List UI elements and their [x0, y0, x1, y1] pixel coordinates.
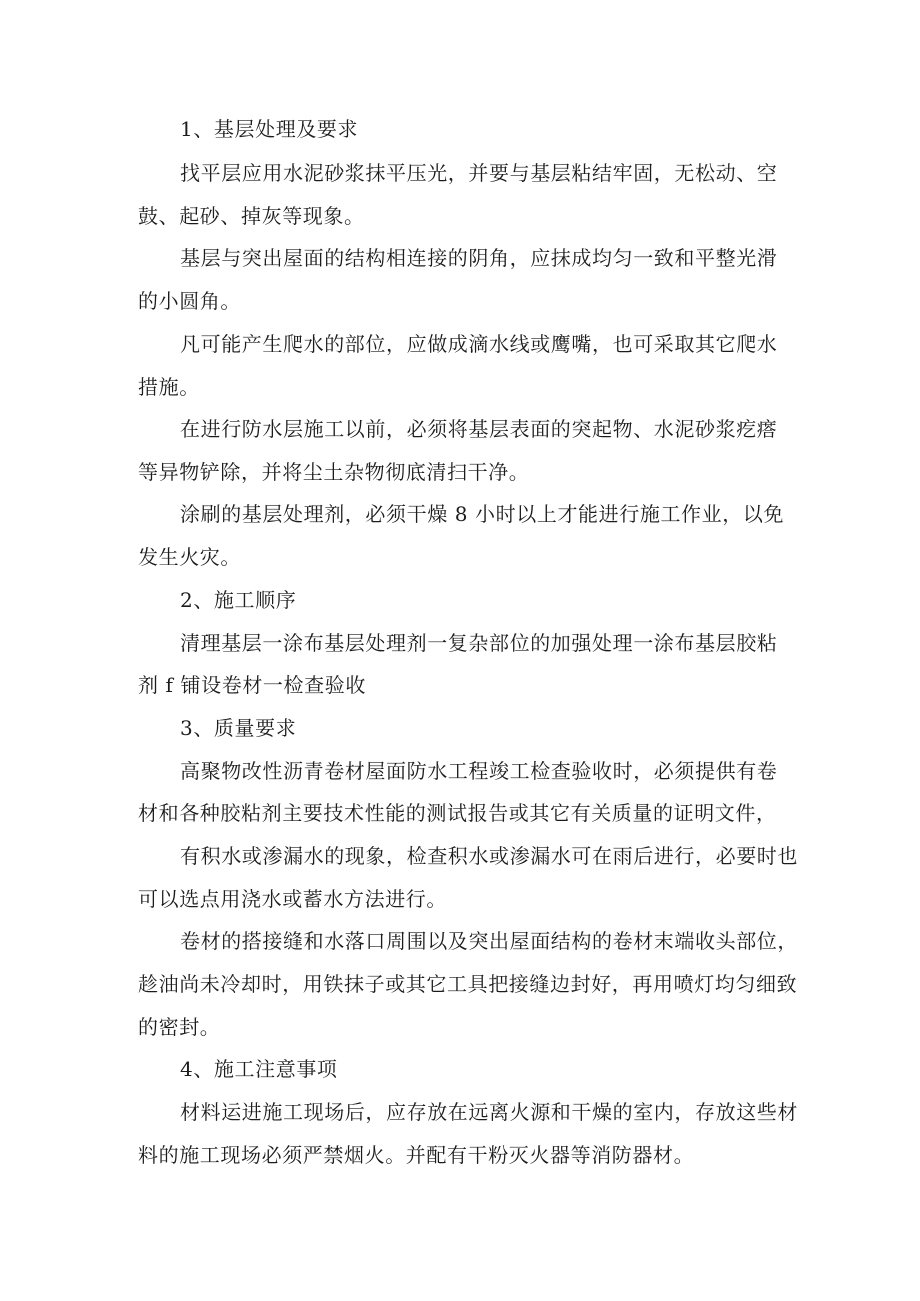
paragraph-line: 有积水或渗漏水的现象，检查积水或渗漏水可在雨后进行，必要时也	[180, 844, 798, 868]
paragraph-line: 的密封。	[138, 1015, 221, 1039]
paragraph-line: 凡可能产生爬水的部位，应做成滴水线或鹰嘴，也可采取其它爬水	[180, 332, 778, 356]
paragraph-line: 卷材的搭接缝和水落口周围以及突出屋面结构的卷材末端收头部位，	[180, 929, 798, 953]
paragraph-line: 在进行防水层施工以前，必须将基层表面的突起物、水泥砂浆疙瘩	[180, 417, 778, 441]
paragraph-line: 的小圆角。	[138, 289, 241, 313]
heading-construction-precautions: 4、施工注意事项	[180, 1057, 338, 1081]
paragraph-line: 趁油尚未冷却时，用铁抹子或其它工具把接缝边封好，再用喷灯均匀细致	[138, 972, 798, 996]
paragraph-line: 措施。	[138, 375, 200, 399]
heading-construction-sequence: 2、施工顺序	[180, 588, 297, 612]
paragraph-line: 涂刷的基层处理剂，必须干燥 8 小时以上才能进行施工作业，以免	[180, 502, 785, 526]
paragraph-line: 材料运进施工现场后，应存放在远离火源和干燥的室内，存放这些材	[180, 1100, 798, 1124]
paragraph-line: 基层与突出屋面的结构相连接的阴角，应抹成均匀一致和平整光滑	[180, 246, 778, 270]
paragraph-line: 清理基层一涂布基层处理剂一复杂部位的加强处理一涂布基层胶粘	[180, 631, 778, 655]
paragraph-line: 高聚物改性沥青卷材屋面防水工程竣工检查验收时，必须提供有卷	[180, 759, 778, 783]
paragraph-line: 等异物铲除，并将尘土杂物彻底清扫干净。	[138, 460, 530, 484]
paragraph-line: 发生火灾。	[138, 545, 241, 569]
paragraph-line: 剂 f 铺设卷材一检查验收	[138, 673, 366, 697]
paragraph-line: 料的施工现场必须严禁烟火。并配有干粉灭火器等消防器材。	[138, 1143, 695, 1167]
paragraph-line: 可以选点用浇水或蓄水方法进行。	[138, 887, 447, 911]
paragraph-line: 鼓、起砂、掉灰等现象。	[138, 204, 365, 228]
heading-base-treatment: 1、基层处理及要求	[180, 117, 359, 141]
paragraph-line: 找平层应用水泥砂浆抹平压光，并要与基层粘结牢固，无松动、空	[180, 161, 778, 185]
paragraph-line: 材和各种胶粘剂主要技术性能的测试报告或其它有关质量的证明文件，	[138, 801, 777, 825]
heading-quality-requirements: 3、质量要求	[180, 716, 297, 740]
